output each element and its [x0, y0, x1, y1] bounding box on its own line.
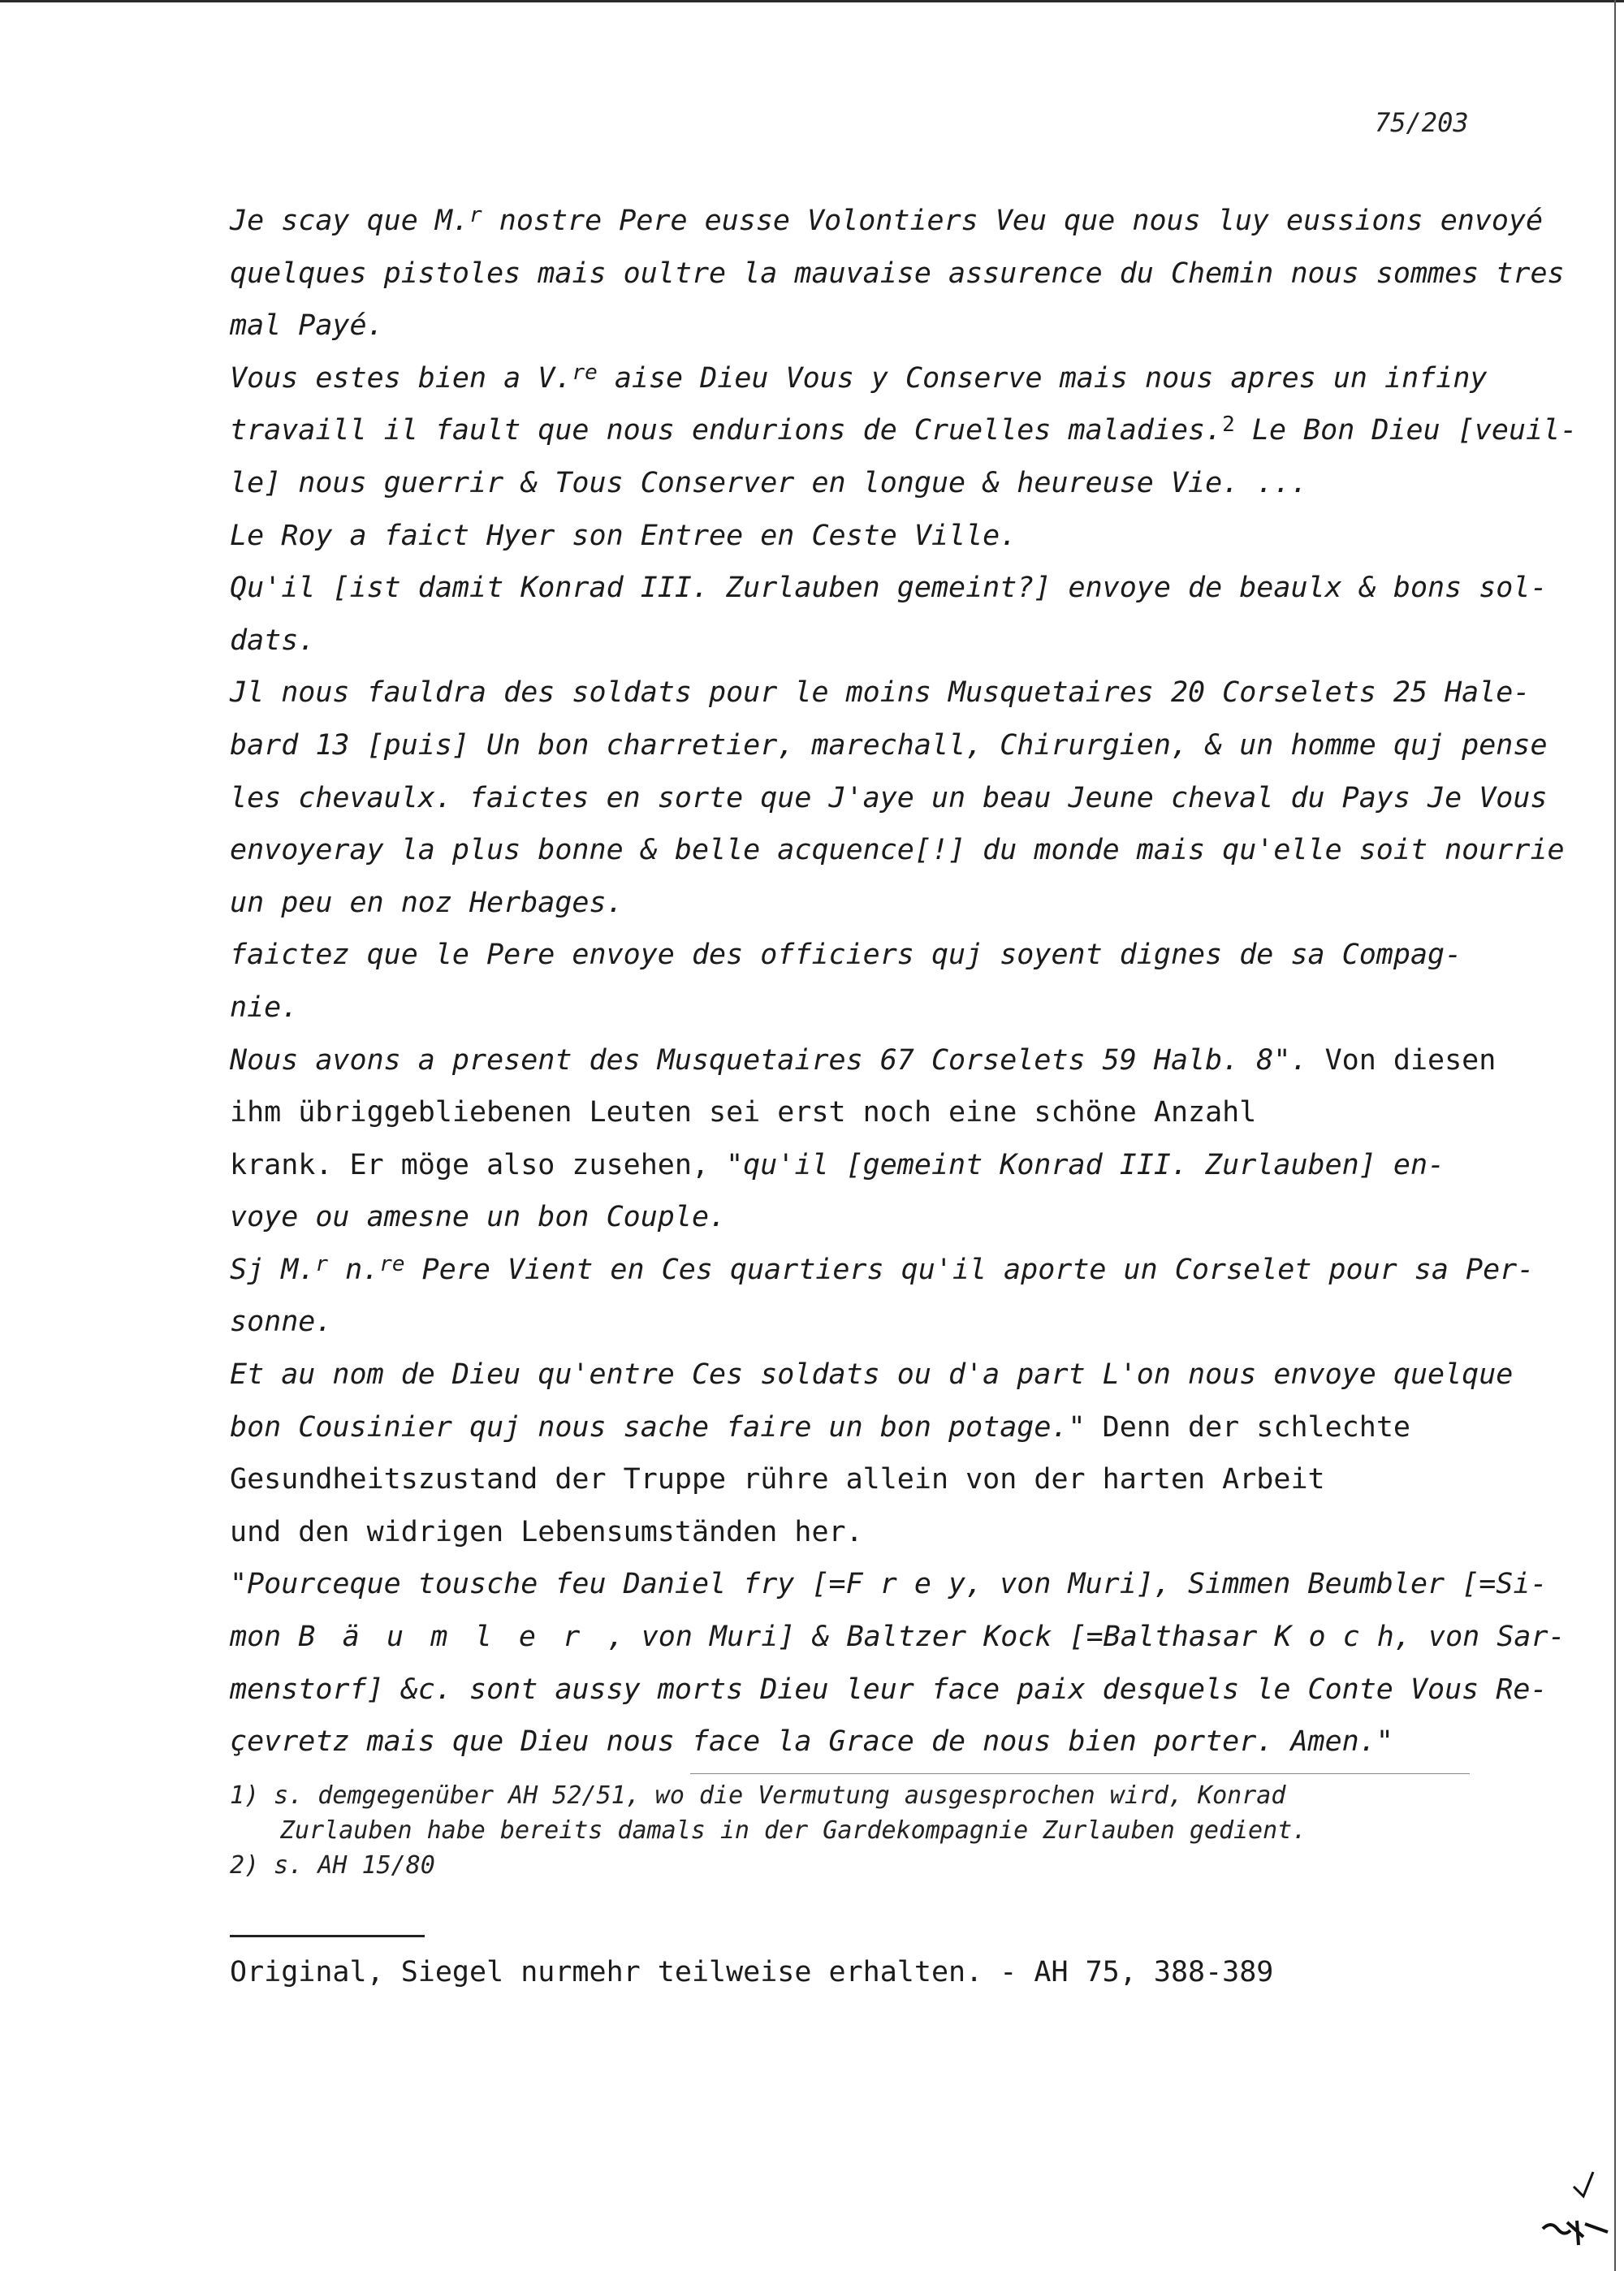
text-span: n.: [328, 1253, 380, 1286]
text-line: [230, 982, 1497, 1034]
source-note: Original, Siegel nurmehr teilweise erhalten. - AH 75, 388-389: [230, 1956, 1274, 1988]
text-span: Je scay que M.: [230, 205, 470, 237]
text-span: envoyeray la plus bonne & belle acquence[!] du monde mais qu'elle soit nourrie: [230, 834, 1565, 867]
superscript: r: [315, 1251, 329, 1276]
text-span: le] nous guerrir & Tous Conserver en longue & heureuse Vie. ...: [230, 466, 1308, 499]
text-line: [230, 1349, 1514, 1401]
text-line: [230, 1611, 1566, 1664]
text-span: mal Payé.: [230, 309, 384, 343]
check-mark-stroke: [1574, 2172, 1593, 2196]
text-line: [230, 248, 1565, 300]
footnote-marker: 2: [1222, 412, 1235, 438]
editorial-text: Denn der schlechte: [1085, 1410, 1410, 1444]
text-span: Le Roy a faict Hyer son Entree en Ceste Ville.: [230, 519, 1017, 552]
source-separator-rule: [230, 1935, 425, 1937]
text-line: [230, 195, 1544, 248]
text-line: [230, 772, 1548, 825]
text-span: menstorf] &c. sont aussy morts Dieu leur face paix desquels le Conte Vous Re-: [230, 1673, 1548, 1706]
page-right-edge: [1614, 0, 1616, 2271]
editorial-text: und den widrigen Lebensumständen her.: [230, 1515, 863, 1548]
scribble-stroke: [1543, 2221, 1608, 2245]
page-top-edge: [0, 0, 1624, 2]
text-line: [230, 667, 1531, 719]
text-span: Qu'il [ist damit Konrad III. Zurlauben gemeint?] envoye de beaulx & bons sol-: [230, 572, 1548, 605]
text-line: [230, 1034, 1497, 1087]
text-span: Vous estes bien a V.: [230, 361, 572, 395]
footnotes: [230, 1778, 1497, 1883]
text-span: bon Cousinier quj nous sache faire un bon potage.": [230, 1410, 1086, 1444]
text-line: [230, 1401, 1497, 1454]
text-span: faictez que le Pere envoye des officiers quj soyent dignes de sa Compag-: [230, 939, 1462, 972]
text-span: quelques pistoles mais oultre la mauvaise assurence du Chemin nous sommes tres: [230, 257, 1565, 290]
text-line: [230, 719, 1548, 772]
editorial-text: ihm übriggebliebenen Leuten sei erst noch eine schöne Anzahl: [230, 1096, 1257, 1129]
text-span: mon: [230, 1621, 299, 1654]
text-span: nostre Pere eusse Volontiers Veu que nous luy eussions envoyé: [482, 205, 1544, 237]
text-span: Jl nous fauldra des soldats pour le moins Musquetaires 20 Corselets 25 Hale-: [230, 676, 1531, 710]
text-line: [230, 1506, 1497, 1559]
text-span: Pere Vient en Ces quartiers qu'il aporte un Corselet pour sa Per-: [404, 1253, 1535, 1286]
handwritten-archive-mark: [1535, 2164, 1616, 2261]
text-line: [230, 404, 1578, 457]
text-line: [230, 824, 1565, 877]
text-line: [230, 1296, 1497, 1349]
page-number: 75/203: [1375, 107, 1469, 138]
text-span: sonne.: [230, 1306, 333, 1339]
text-line: [230, 1086, 1497, 1139]
superscript: r: [469, 203, 482, 227]
text-span: "Pourceque tousche feu Daniel fry [=F r e y, von Muri], Simmen Beumbler [=Si-: [230, 1568, 1548, 1601]
text-span: un peu en noz Herbages.: [230, 886, 624, 919]
text-span: travaill il fault que nous endurions de Cruelles maladies.: [230, 414, 1223, 447]
text-line: [230, 562, 1548, 615]
footnote-1-continuation: Zurlauben habe bereits damals in der Gardekompagnie Zurlauben gedient.: [280, 1816, 1307, 1845]
text-line: [230, 1191, 1497, 1244]
superscript: re: [572, 360, 598, 385]
editorial-text: krank. Er möge also zusehen,: [230, 1148, 727, 1181]
text-line: [230, 1139, 1497, 1192]
text-line: [230, 1244, 1535, 1297]
text-line: [230, 615, 1497, 667]
editorial-text: Gesundheitszustand der Truppe rühre allein von der harten Arbeit: [230, 1463, 1325, 1496]
text-span: aise Dieu Vous y Conserve mais nous apres un infiny: [597, 361, 1488, 395]
text-span: bard 13 [puis] Un bon charretier, marechall, Chirurgien, & un homme quj pense: [230, 728, 1548, 762]
superscript: re: [379, 1251, 405, 1276]
text-span: dats.: [230, 624, 316, 657]
text-line: [230, 1453, 1497, 1506]
text-line: [230, 877, 1497, 930]
text-span: voye ou amesne un bon Couple.: [230, 1201, 727, 1234]
text-span: nie.: [230, 991, 299, 1024]
text-span: "qu'il [gemeint Konrad III. Zurlauben] en-: [726, 1148, 1445, 1181]
scan-artifact-line: [690, 1773, 1470, 1774]
text-span: Sj M.: [230, 1253, 316, 1286]
text-span: Nous avons a present des Musquetaires 67 Corselets 59 Halb. 8".: [230, 1043, 1308, 1077]
text-span: les chevaulx. faictes en sorte que J'aye un beau Jeune cheval du Pays Je Vous: [230, 781, 1548, 814]
spaced-name: Bäumler: [298, 1621, 607, 1654]
text-line: [230, 929, 1497, 982]
text-line: [230, 457, 1497, 510]
text-span: Et au nom de Dieu qu'entre Ces soldats ou d'a part L'on nous envoye quelque: [230, 1358, 1514, 1392]
text-span: Le Bon Dieu [veuil-: [1234, 414, 1578, 447]
editorial-text: Von diesen: [1307, 1043, 1497, 1077]
text-line: [230, 510, 1497, 563]
text-line: [230, 300, 1497, 352]
footnote-1: 1) s. demgegenüber AH 52/51, wo die Vermutung ausgesprochen wird, Konrad: [230, 1781, 1286, 1810]
text-line: [230, 1664, 1548, 1716]
text-line: [230, 352, 1497, 405]
text-line: [230, 1558, 1548, 1611]
letter-body: [230, 195, 1578, 1768]
text-line: [230, 1716, 1497, 1768]
footnote-2: 2) s. AH 15/80: [230, 1851, 435, 1880]
text-span: , von Muri] & Baltzer Kock [=Balthasar K o c h, von Sar-: [607, 1621, 1566, 1654]
text-span: çevretz mais que Dieu nous face la Grace de nous bien porter. Amen.": [230, 1725, 1393, 1759]
